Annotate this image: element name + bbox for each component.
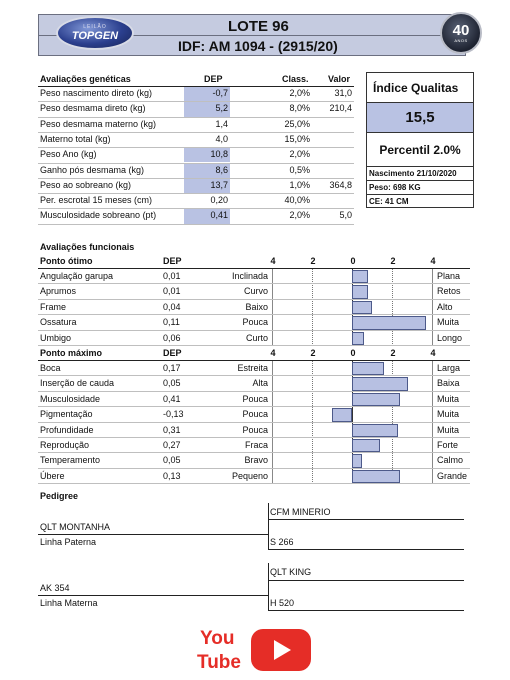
functional-row-left-term: Baixo <box>245 301 268 312</box>
functional-row-right-term: Muita <box>437 424 460 435</box>
chart-gridline <box>312 269 313 346</box>
animal-id: IDF: AM 1094 - (2915/20) <box>178 38 338 54</box>
functional-row-line <box>38 299 470 300</box>
functional-row-left-term: Estreita <box>237 363 268 373</box>
indice-value: 15,5 <box>405 109 435 126</box>
genetic-row-label: Musculosidade sobreano (pt) <box>40 210 157 221</box>
functional-row-line <box>38 314 470 315</box>
functional-row-left-term: Alta <box>252 378 268 389</box>
pedigree-line <box>268 519 464 520</box>
chart-right-border <box>432 361 433 484</box>
logo-brand-text: TOPGEN <box>71 30 119 42</box>
functional-section-title: Ponto máximo <box>40 348 103 358</box>
pedigree-line <box>268 580 464 581</box>
genetic-row-class: 2,0% <box>289 149 310 160</box>
functional-row-right-term: Longo <box>437 332 463 343</box>
axis-tick-label: 2 <box>390 348 396 358</box>
functional-row-line <box>38 406 470 407</box>
axis-tick-label: 4 <box>270 348 276 358</box>
pedigree-line <box>38 534 268 535</box>
functional-bar <box>352 316 426 329</box>
genetic-row-valor: 5,0 <box>339 210 352 221</box>
anniversary-badge <box>440 12 482 54</box>
axis-tick-label: 0 <box>350 256 356 266</box>
chart-left-border <box>272 269 273 346</box>
functional-bar <box>352 285 368 298</box>
genetic-row-valor: 31,0 <box>334 88 352 98</box>
genetic-row-label: Peso nascimento direto (kg) <box>40 88 153 98</box>
functional-row-label: Aprumos <box>40 286 77 297</box>
functional-dep-header: DEP <box>163 348 182 358</box>
genetic-row-class: 1,0% <box>289 179 310 190</box>
badge-text: ANOS <box>454 38 468 43</box>
genetic-row-class: 2,0% <box>289 88 310 98</box>
functional-row-label: Ossatura <box>40 317 77 328</box>
genetic-row-dep: 1,4 <box>215 118 228 129</box>
pedigree-vline <box>268 563 269 611</box>
genetic-row-dep: 10,8 <box>210 149 228 160</box>
functional-row-label: Musculosidade <box>40 393 101 404</box>
functional-row-label: Inserção de cauda <box>40 378 115 389</box>
ce-cell <box>367 195 473 208</box>
badge-number: 40 <box>452 22 470 39</box>
genetic-row-dep: 8,6 <box>215 164 228 175</box>
ce-text: CE: 41 CM <box>369 197 409 206</box>
functional-row-left-term: Pouca <box>242 409 268 420</box>
functional-row-dep: 0,01 <box>163 271 181 281</box>
genetic-header-valor: Valor <box>328 74 351 84</box>
functional-row-left-term: Curvo <box>243 286 268 297</box>
genetic-row-label: Peso desmama direto (kg) <box>40 103 146 114</box>
genetic-header-label: Avaliações genéticas <box>40 74 131 84</box>
genetic-row-dep: 0,20 <box>210 195 228 206</box>
genetic-row-valor: 364,8 <box>329 179 352 190</box>
functional-row-line <box>38 468 470 469</box>
sire-line-label: Linha Paterna <box>40 537 97 547</box>
genetic-row-line <box>38 193 354 194</box>
genetic-row-line <box>38 224 354 225</box>
pedigree-line <box>38 595 268 596</box>
functional-row-left-term: Pouca <box>242 393 268 404</box>
functional-row-right-term: Muita <box>437 393 460 404</box>
functional-bar <box>352 362 384 375</box>
functional-row-right-term: Muita <box>437 317 460 328</box>
functional-row-left-term: Inclinada <box>231 271 268 281</box>
functional-row-right-term: Baixa <box>437 378 460 389</box>
functional-bar <box>352 454 362 467</box>
functional-row-right-term: Alto <box>437 301 453 312</box>
genetic-row-class: 15,0% <box>284 133 310 144</box>
functional-row-left-term: Pouca <box>242 317 268 328</box>
axis-tick-label: 4 <box>430 348 436 358</box>
functional-row-line <box>38 391 470 392</box>
chart-gridline <box>392 269 393 346</box>
pedigree-line <box>268 610 464 611</box>
functional-row-line <box>38 375 470 376</box>
genetic-row-class: 8,0% <box>289 103 310 114</box>
genetic-row-label: Peso desmama materno (kg) <box>40 118 157 129</box>
functional-row-line <box>38 330 470 331</box>
functional-row-dep: 0,05 <box>163 455 181 466</box>
sire-name: QLT MONTANHA <box>40 522 111 532</box>
genetic-row-class: 40,0% <box>284 195 310 206</box>
peso-cell <box>367 181 473 195</box>
dam-sire: QLT KING <box>270 567 312 577</box>
functional-bar <box>352 424 398 437</box>
youtube-logo-icon[interactable] <box>196 624 242 674</box>
peso-text: Peso: 698 KG <box>369 183 421 192</box>
functional-row-label: Profundidade <box>40 424 94 435</box>
functional-bar <box>352 377 408 390</box>
functional-row-line <box>38 422 470 423</box>
chart-left-border <box>272 361 273 484</box>
functional-bar <box>352 270 368 283</box>
dam-dam: H 520 <box>270 598 295 608</box>
functional-row-dep: 0,41 <box>163 393 181 404</box>
percentil-text: Percentil 2.0% <box>379 143 461 157</box>
genetic-row-class: 25,0% <box>284 118 310 129</box>
functional-row-dep: 0,04 <box>163 301 181 312</box>
functional-header-line <box>38 268 470 269</box>
functional-row-right-term: Calmo <box>437 455 464 466</box>
functional-row-line <box>38 283 470 284</box>
functional-row-dep: -0,13 <box>163 409 184 420</box>
genetic-row-label: Per. escrotal 15 meses (cm) <box>40 195 153 206</box>
pedigree-vline <box>268 503 269 549</box>
functional-row-line <box>38 483 470 484</box>
logo-small-text: LEILÃO <box>83 24 107 30</box>
functional-row-right-term: Grande <box>437 470 468 481</box>
functional-row-dep: 0,01 <box>163 286 181 297</box>
functional-row-label: Umbigo <box>40 332 72 343</box>
genetic-row-dep: 4,0 <box>215 133 228 144</box>
functional-row-label: Pigmentação <box>40 409 93 420</box>
functional-row-dep: 0,31 <box>163 424 181 435</box>
axis-tick-label: 0 <box>350 348 356 358</box>
functional-bar <box>352 439 380 452</box>
functional-row-right-term: Retos <box>437 286 461 297</box>
genetic-row-label: Peso Ano (kg) <box>40 149 97 160</box>
functional-row-line <box>38 437 470 438</box>
functional-row-label: Angulação garupa <box>40 271 114 281</box>
functional-bar <box>352 393 400 406</box>
functional-row-dep: 0,11 <box>163 317 180 328</box>
functional-row-label: Frame <box>40 301 67 312</box>
functional-row-dep: 0,17 <box>163 363 181 373</box>
genetic-row-line <box>38 117 354 118</box>
functional-bar <box>352 470 400 483</box>
functional-title: Avaliações funcionais <box>40 242 135 252</box>
functional-bar <box>332 408 352 421</box>
chart-right-border <box>432 269 433 346</box>
genetic-row-dep: 5,2 <box>215 103 228 114</box>
topgen-logo <box>56 16 134 50</box>
genetic-row-label: Ganho pós desmama (kg) <box>40 164 145 175</box>
functional-row-dep: 0,13 <box>163 470 181 481</box>
sire-dam: S 266 <box>270 537 294 547</box>
functional-row-left-term: Fraca <box>244 440 268 450</box>
genetic-row-dep: -0,7 <box>212 88 228 98</box>
genetic-row-dep: 0,41 <box>210 210 228 221</box>
functional-row-left-term: Pequeno <box>231 470 268 481</box>
functional-row-dep: 0,06 <box>163 332 181 343</box>
youtube-tube: Tube <box>197 652 241 673</box>
pedigree-title: Pedigree <box>40 491 79 501</box>
genetic-header-class: Class. <box>282 74 309 84</box>
functional-row-right-term: Forte <box>437 440 459 450</box>
genetic-row-dep: 13,7 <box>210 179 228 190</box>
functional-row-dep: 0,27 <box>163 440 181 450</box>
axis-tick-label: 4 <box>270 256 276 266</box>
genetic-row-class: 2,0% <box>289 210 310 221</box>
functional-bar <box>352 301 372 314</box>
genetic-row-line <box>38 132 354 133</box>
indice-value-cell <box>367 103 473 133</box>
functional-row-label: Úbere <box>40 470 65 481</box>
functional-row-right-term: Muita <box>437 409 460 420</box>
functional-row-right-term: Plana <box>437 271 461 281</box>
functional-row-label: Reprodução <box>40 440 90 450</box>
functional-row-dep: 0,05 <box>163 378 181 389</box>
indice-cell <box>367 73 473 103</box>
nascimento-text: Nascimento 21/10/2020 <box>369 169 457 178</box>
functional-row-left-term: Bravo <box>244 455 268 466</box>
functional-row-label: Boca <box>40 363 61 373</box>
axis-tick-label: 2 <box>390 256 396 266</box>
functional-row-label: Temperamento <box>40 455 101 466</box>
genetic-header-dep: DEP <box>204 74 223 84</box>
genetic-row-label: Materno total (kg) <box>40 133 111 144</box>
dam-name: AK 354 <box>40 583 70 593</box>
functional-section-title: Ponto ótimo <box>40 256 93 266</box>
functional-row-left-term: Pouca <box>242 424 268 435</box>
dam-line-label: Linha Materna <box>40 598 98 608</box>
sire-sire: CFM MINERIO <box>270 507 331 517</box>
functional-row-right-term: Larga <box>437 363 461 373</box>
functional-row-line <box>38 452 470 453</box>
summary-box <box>366 72 474 208</box>
indice-label: Índice Qualitas <box>373 81 459 95</box>
youtube-play-icon[interactable] <box>250 628 312 672</box>
genetic-row-label: Peso ao sobreano (kg) <box>40 179 132 190</box>
functional-dep-header: DEP <box>163 256 182 266</box>
axis-tick-label: 2 <box>310 256 316 266</box>
chart-gridline <box>312 361 313 484</box>
axis-tick-label: 4 <box>430 256 436 266</box>
youtube-you: You <box>200 628 235 649</box>
functional-row-line <box>38 345 470 346</box>
percentil-cell <box>367 133 473 167</box>
functional-header-line <box>38 360 470 361</box>
genetic-row-valor: 210,4 <box>329 103 352 114</box>
genetic-row-class: 0,5% <box>289 164 310 175</box>
axis-tick-label: 2 <box>310 348 316 358</box>
functional-bar <box>352 332 364 345</box>
pedigree-line <box>268 549 464 550</box>
functional-row-left-term: Curto <box>245 332 268 343</box>
lot-title: LOTE 96 <box>228 18 289 35</box>
nascimento-cell <box>367 167 473 181</box>
